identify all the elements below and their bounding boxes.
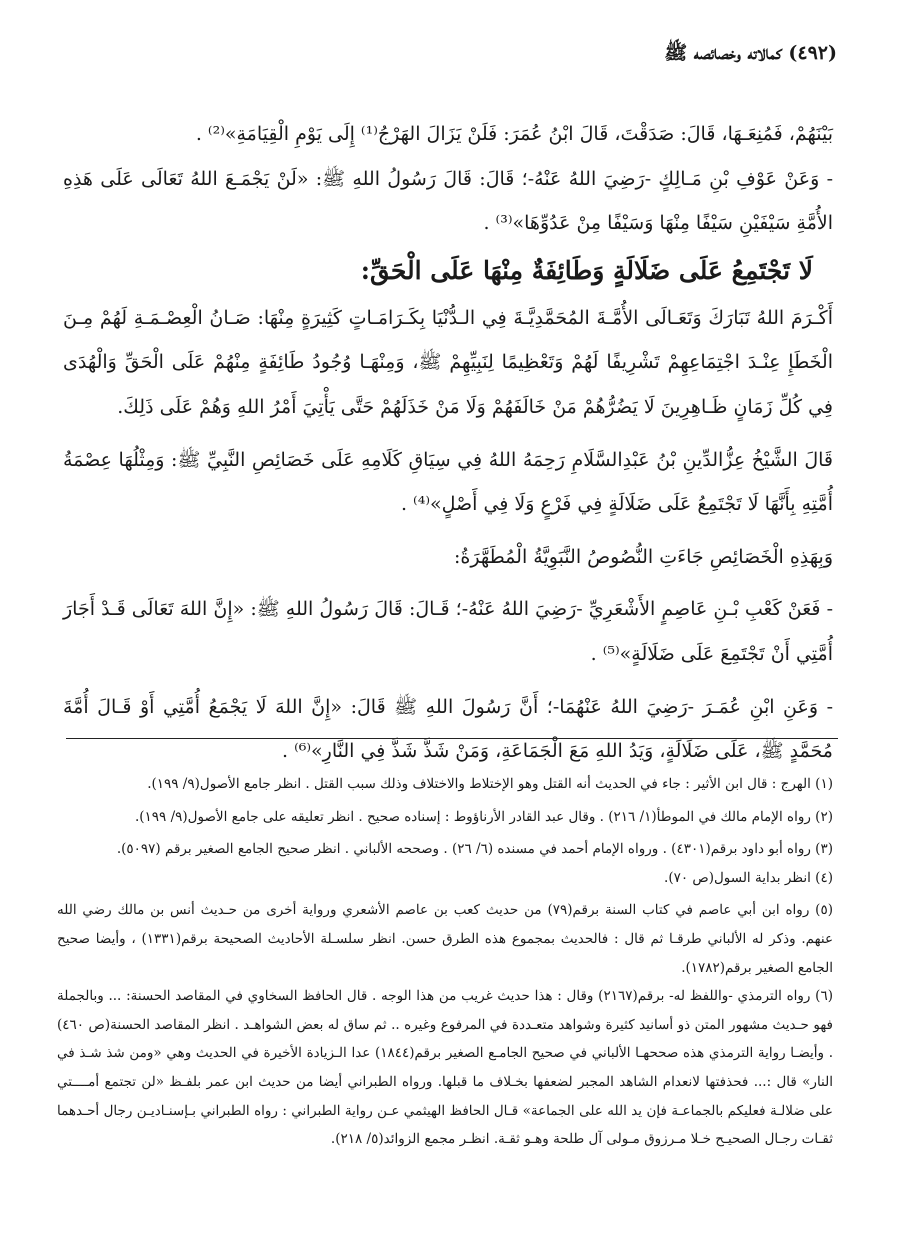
footnote-4: (٤) انظر بداية السول(ص ٧٠). [664,869,833,886]
running-header: (٤٩٢) كمالاته وخصائصه ﷺ [664,42,837,64]
paragraph-texts-intro: وَبِهَذِهِ الْخَصَائِصِ جَاءَتِ النُّصُوصُ النَّبَوِيَّةُ الْمُطَهَّرَةُ: [454,545,833,568]
footnotes [57,770,833,1154]
section-heading: لَا تَجْتَمِعُ عَلَى ضَلَالَةٍ وَطَائِفَةٌ مِنْهَا عَلَى الْحَقِّ: [360,255,813,285]
paragraph-intro: أَكْـرَمَ اللهُ تَبَارَكَ وَتَعَـالَى الأُمَّـةَ المُحَمَّدِيَّـةَ فِي الـدُّنْيَا بِكَـرَامَـاتٍ كَثِيرَةٍ مِنْهَا: صَـانُ الْعِصْـمَـةِ لَهُمْ مِـنَ الْخَطَإِ عِنْـدَ اجْتِمَاعِهِمْ تَشْرِيفًا لَهُمْ وَتَعْظِيمًا لِنَبِيِّهِمْ ﷺ، وَمِنْهَـا وُجُودُ طَائِفَةٍ مِنْهُمْ عَلَى الْحَقِّ وَالْهُدَى فِي كُلِّ زَمَانٍ ظَـاهِرِينَ لَا يَضُرُّهُمْ مَنْ خَالَفَهُمْ وَلَا مَنْ خَذَلَهُمْ حَتَّى يَأْتِيَ أَمْرُ اللهِ وَهُمْ عَلَى ذَلِكَ. [63,306,833,418]
main-text [63,112,833,774]
footnote-divider [66,738,838,739]
paragraph-hadith-awf: - وَعَنْ عَوْفِ بْنِ مَـالِكٍ -رَضِيَ اللهُ عَنْهُ-؛ قَالَ: قَالَ رَسُولُ اللهِ ﷺ: «لَنْ يَجْمَـعَ اللهُ تَعَالَى عَلَى هَذِهِ الأُمَّةِ سَيْفَيْنِ سَيْفًا مِنْهَا وَسَيْفًا مِنْ عَدُوِّهَا»⁽³⁾ . [63,167,833,235]
paragraph-hadith-ibn-umar: - وَعَنِ ابْنِ عُمَـرَ -رَضِيَ اللهُ عَنْهُمَا-؛ أَنَّ رَسُولَ اللهِ ﷺ قَالَ: «إِنَّ اللهَ لَا يَجْمَعُ أُمَّتِي أَوْ قَـالَ أُمَّةَ مُحَمَّدٍ ﷺ، عَلَى ضَلَالَةٍ، وَيَدُ اللهِ مَعَ الْجَمَاعَةِ، وَمَنْ شَذَّ شَذَّ فِي النَّارِ»⁽⁶⁾ . [63,695,833,763]
paragraph-hadith-continuation: بَيْنَهُمْ، فَمُنِعَـهَا، قَالَ: صَدَقْتَ، قَالَ ابْنُ عُمَرَ: فَلَنْ يَزَالَ الهَرْجُ⁽¹⁾ إِلَى يَوْمِ الْقِيَامَةِ»⁽²⁾ . [195,123,833,145]
paragraph-izz-quote: قَالَ الشَّيْخُ عِزُّالدِّينِ بْنُ عَبْدِالسَّلَامِ رَحِمَهُ اللهُ فِي سِيَاقِ كَلَامِهِ عَلَى خَصَائِصِ النَّبِيِّ ﷺ: وَمِثْلُهَا عِصْمَةُ أُمَّتِهِ بِأَنَّهَا لَا تَجْتَمِعُ عَلَى ضَلَالَةٍ فِي فَرْعٍ وَلَا فِي أَصْلٍ»⁽⁴⁾ . [63,448,833,516]
footnote-1: (١) الهرج : قال ابن الأثير : جاء في الحديث أنه القتل وهو الإختلاط والاختلاف وذلك سبب القتل . انظر جامع الأصول(٩/ ١٩٩). [147,776,833,792]
paragraph-hadith-kaab: - فَعَنْ كَعْبِ بْـنِ عَاصِمٍ الأَشْعَرِيِّ -رَضِيَ اللهُ عَنْهُ-؛ قَـالَ: قَالَ رَسُولُ اللهِ ﷺ: «إِنَّ اللهَ تَعَالَى قَـدْ أَجَارَ أُمَّتِي أَنْ تَجْتَمِعَ عَلَى ضَلَالَةٍ»⁽⁵⁾ . [63,598,833,665]
footnote-3: (٣) رواه أبو داود برقم(٤٣٠١) . ورواه الإمام أحمد في مسنده (٦/ ٢٦) . وصححه الألباني . انظر صحيح الجامع الصغير برقم (٥٠٩٧). [116,841,833,858]
footnote-5: (٥) رواه ابن أبي عاصم في كتاب السنة برقم(٧٩) من حديث كعب بن عاصم الأشعري ورواية أخرى من حـديث أنس بن مالك رضي الله عنهم. وذكر له الألباني طرقـا ثم قال : فالحديث بمجموع هذه الطرق حسن. انظر سلسـلة الأحاديث الصحيحة برقم(١٣٣١) ، وأيضا صحيح الجامع الصغير برقم(١٧٨٢). [57,902,834,976]
footnote-2: (٢) رواه الإمام مالك في الموطأ(١/ ٢١٦) . وقال عبد القادر الأرناؤوط : إسناده صحيح . انظر تعليقه على جامع الأصول(٩/ ١٩٩). [134,808,833,825]
footnote-6: (٦) رواه الترمذي -واللفظ له- برقم(٢١٦٧) وقال : هذا حديث غريب من هذا الوجه . قال الحافظ السخاوي في المقاصد الحسنة: ... وبالجملة فهو حـديث مشهور المتن ذو أسانيد كثيرة وشواهد متعـددة في المرفوع وغيره .. ثم ساق له بعض الشواهـد . انظر المقاصد الحسنة(ص ٤٦٠) . وأيضـا رواية الترمذي هذه صححهـا الألباني في صحيح الجامـع الصغير برقم(١٨٤٤) عدا الـزيادة الأخيرة في الحديث وهي «ومن شذ شـذ في النار» قال :... فحذفتها لانعدام الشاهد المجبر لضعفها بخـلاف ما قبلها. ورواه الطبراني أيضا من حديث ابن عمر بلفـظ «لن تجتمع أمــــتي على ضلالـة فعليكم بالجماعـة فإن يد الله على الجماعة» قـال الحافظ الهيثمي عـن رواية الطبراني : رواه الطبراني بـإسنـاديـن رجال أحـدهما ثقـات رجـال الصحيـح خـلا مـرزوق مـولى آل طلحة وهـو ثقـة. انظـر مجمع الزوائد(٥/ ٢١٨). [57,988,834,1148]
